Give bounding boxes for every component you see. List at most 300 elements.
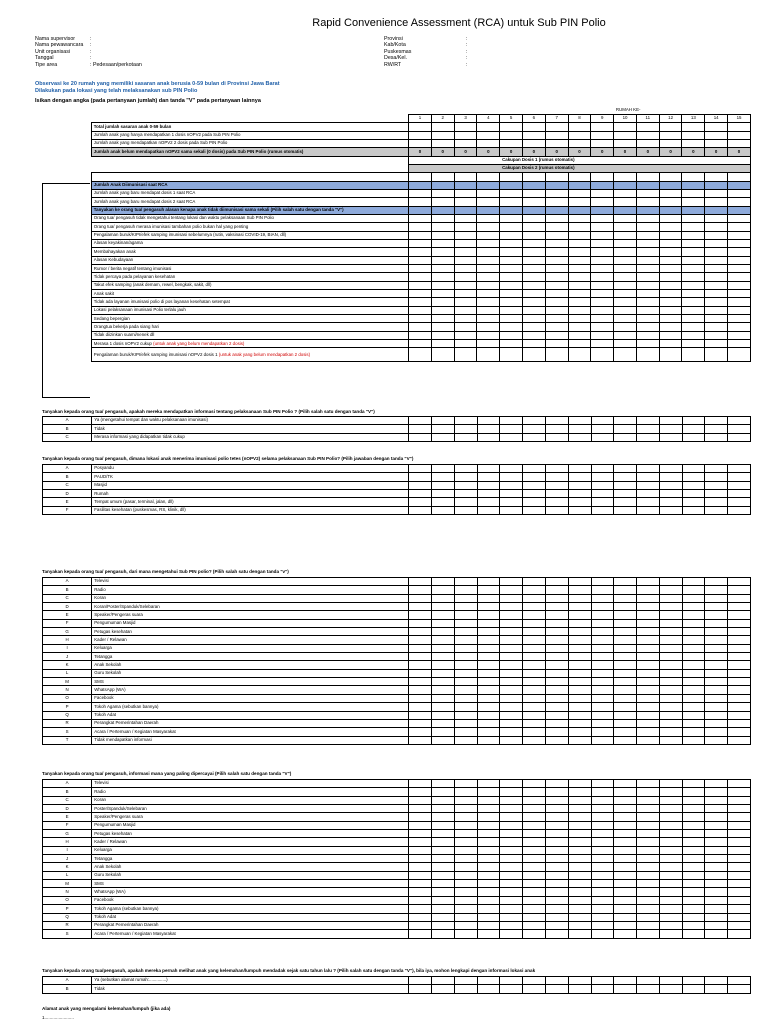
answer-cell[interactable]	[659, 930, 682, 938]
answer-cell[interactable]	[682, 181, 705, 189]
answer-cell[interactable]	[636, 273, 659, 281]
answer-cell[interactable]	[682, 189, 705, 197]
answer-cell[interactable]	[500, 888, 523, 896]
answer-cell[interactable]	[477, 711, 500, 719]
answer-cell[interactable]	[705, 306, 728, 314]
answer-cell[interactable]	[523, 728, 546, 736]
answer-cell[interactable]	[477, 256, 500, 264]
answer-cell[interactable]	[636, 214, 659, 222]
answer-cell[interactable]	[431, 198, 454, 206]
answer-cell[interactable]	[409, 913, 432, 921]
answer-cell[interactable]	[454, 417, 477, 425]
answer-cell[interactable]	[409, 490, 432, 498]
answer-cell[interactable]	[728, 728, 751, 736]
answer-cell[interactable]	[500, 653, 523, 661]
answer-cell[interactable]	[409, 780, 432, 788]
answer-cell[interactable]	[409, 703, 432, 711]
answer-cell[interactable]	[500, 855, 523, 863]
answer-cell[interactable]	[431, 223, 454, 231]
answer-cell[interactable]	[705, 871, 728, 879]
answer-cell[interactable]	[659, 653, 682, 661]
answer-cell[interactable]	[500, 736, 523, 744]
answer-cell[interactable]	[682, 686, 705, 694]
answer-cell[interactable]	[454, 719, 477, 727]
answer-cell[interactable]	[409, 644, 432, 652]
answer-cell[interactable]	[409, 896, 432, 904]
answer-cell[interactable]	[432, 913, 455, 921]
answer-cell[interactable]	[591, 921, 614, 929]
answer-cell[interactable]	[682, 206, 705, 214]
answer-cell[interactable]	[568, 603, 591, 611]
answer-cell[interactable]	[591, 711, 614, 719]
answer-cell[interactable]	[545, 728, 568, 736]
answer-cell[interactable]	[591, 223, 614, 231]
answer-cell[interactable]	[682, 719, 705, 727]
answer-cell[interactable]	[659, 586, 682, 594]
answer-cell[interactable]	[636, 298, 659, 306]
answer-cell[interactable]	[705, 719, 728, 727]
answer-cell[interactable]	[545, 846, 568, 854]
answer-cell[interactable]	[614, 619, 637, 627]
answer-cell[interactable]	[705, 331, 728, 339]
answer-cell[interactable]	[477, 139, 500, 147]
answer-cell[interactable]	[523, 830, 546, 838]
answer-cell[interactable]	[568, 231, 591, 239]
answer-cell[interactable]	[614, 173, 637, 181]
answer-cell[interactable]	[454, 298, 477, 306]
answer-cell[interactable]	[500, 131, 523, 139]
answer-cell[interactable]	[431, 240, 454, 248]
answer-cell[interactable]	[614, 896, 637, 904]
answer-cell[interactable]	[568, 644, 591, 652]
answer-cell[interactable]	[682, 788, 705, 796]
answer-cell[interactable]	[409, 736, 432, 744]
answer-cell[interactable]	[409, 506, 432, 514]
answer-cell[interactable]	[636, 323, 659, 331]
answer-cell[interactable]	[431, 123, 454, 131]
answer-cell[interactable]	[728, 306, 751, 314]
answer-cell[interactable]	[545, 805, 568, 813]
answer-cell[interactable]	[409, 788, 432, 796]
answer-cell[interactable]	[728, 796, 751, 804]
answer-cell[interactable]	[432, 728, 455, 736]
answer-cell[interactable]	[682, 821, 705, 829]
answer-cell[interactable]	[659, 805, 682, 813]
answer-cell[interactable]	[500, 181, 523, 189]
answer-cell[interactable]	[523, 256, 546, 264]
answer-cell[interactable]	[728, 248, 751, 256]
answer-cell[interactable]	[454, 323, 477, 331]
answer-cell[interactable]	[728, 465, 751, 473]
answer-cell[interactable]	[500, 340, 523, 348]
answer-cell[interactable]	[432, 703, 455, 711]
answer-cell[interactable]	[523, 586, 546, 594]
answer-cell[interactable]	[568, 805, 591, 813]
answer-cell[interactable]	[659, 830, 682, 838]
answer-cell[interactable]	[454, 619, 477, 627]
answer-cell[interactable]	[591, 611, 614, 619]
answer-cell[interactable]	[409, 173, 432, 181]
answer-cell[interactable]	[591, 985, 614, 993]
answer-cell[interactable]	[728, 678, 751, 686]
answer-cell[interactable]	[545, 331, 568, 339]
answer-cell[interactable]	[728, 788, 751, 796]
answer-cell[interactable]	[705, 921, 728, 929]
answer-cell[interactable]	[523, 871, 546, 879]
answer-cell[interactable]	[477, 913, 500, 921]
answer-cell[interactable]	[705, 223, 728, 231]
answer-cell[interactable]	[636, 181, 659, 189]
answer-cell[interactable]	[409, 619, 432, 627]
answer-cell[interactable]	[682, 281, 705, 289]
answer-cell[interactable]	[454, 653, 477, 661]
answer-cell[interactable]	[682, 340, 705, 348]
answer-cell[interactable]	[659, 123, 682, 131]
answer-cell[interactable]	[409, 473, 432, 481]
answer-cell[interactable]	[545, 603, 568, 611]
answer-cell[interactable]	[454, 340, 477, 348]
answer-cell[interactable]	[705, 977, 728, 985]
answer-cell[interactable]	[659, 678, 682, 686]
answer-cell[interactable]	[568, 977, 591, 985]
answer-cell[interactable]	[523, 644, 546, 652]
answer-cell[interactable]	[409, 281, 432, 289]
answer-cell[interactable]	[500, 711, 523, 719]
answer-cell[interactable]	[705, 578, 728, 586]
answer-cell[interactable]	[545, 578, 568, 586]
answer-cell[interactable]	[568, 821, 591, 829]
answer-cell[interactable]	[568, 788, 591, 796]
answer-cell[interactable]	[477, 788, 500, 796]
answer-cell[interactable]	[728, 315, 751, 323]
answer-cell[interactable]	[705, 821, 728, 829]
answer-cell[interactable]	[454, 256, 477, 264]
answer-cell[interactable]	[659, 846, 682, 854]
answer-cell[interactable]	[477, 189, 500, 197]
answer-cell[interactable]	[659, 248, 682, 256]
answer-cell[interactable]	[659, 896, 682, 904]
answer-cell[interactable]	[637, 780, 660, 788]
answer-cell[interactable]	[500, 214, 523, 222]
answer-cell[interactable]	[409, 240, 432, 248]
answer-cell[interactable]	[705, 805, 728, 813]
answer-cell[interactable]	[523, 465, 546, 473]
answer-cell[interactable]	[591, 728, 614, 736]
answer-cell[interactable]	[454, 880, 477, 888]
answer-cell[interactable]	[614, 594, 637, 602]
answer-cell[interactable]	[523, 653, 546, 661]
answer-cell[interactable]	[728, 686, 751, 694]
answer-cell[interactable]	[477, 506, 500, 514]
answer-cell[interactable]	[636, 131, 659, 139]
answer-cell[interactable]	[477, 473, 500, 481]
answer-cell[interactable]	[431, 214, 454, 222]
answer-cell[interactable]	[637, 736, 660, 744]
answer-cell[interactable]	[637, 498, 660, 506]
answer-cell[interactable]	[454, 189, 477, 197]
answer-cell[interactable]	[614, 198, 637, 206]
answer-cell[interactable]	[477, 653, 500, 661]
answer-cell[interactable]	[705, 348, 728, 362]
answer-cell[interactable]	[705, 736, 728, 744]
answer-cell[interactable]	[523, 855, 546, 863]
answer-cell[interactable]	[409, 248, 432, 256]
answer-cell[interactable]	[614, 880, 637, 888]
answer-cell[interactable]	[659, 636, 682, 644]
answer-cell[interactable]	[636, 256, 659, 264]
answer-cell[interactable]	[637, 578, 660, 586]
answer-cell[interactable]	[591, 796, 614, 804]
answer-cell[interactable]	[545, 871, 568, 879]
answer-cell[interactable]	[614, 813, 637, 821]
answer-cell[interactable]	[409, 417, 432, 425]
answer-cell[interactable]	[705, 265, 728, 273]
answer-cell[interactable]	[500, 669, 523, 677]
answer-cell[interactable]	[500, 780, 523, 788]
answer-cell[interactable]	[432, 578, 455, 586]
answer-cell[interactable]	[659, 273, 682, 281]
answer-cell[interactable]	[659, 921, 682, 929]
answer-cell[interactable]	[431, 290, 454, 298]
answer-cell[interactable]	[545, 880, 568, 888]
answer-cell[interactable]	[614, 628, 637, 636]
answer-cell[interactable]	[637, 481, 660, 489]
answer-cell[interactable]	[432, 871, 455, 879]
answer-cell[interactable]	[659, 694, 682, 702]
answer-cell[interactable]	[568, 173, 591, 181]
answer-cell[interactable]	[545, 473, 568, 481]
answer-cell[interactable]	[500, 231, 523, 239]
header-value[interactable]: :	[90, 42, 92, 49]
answer-cell[interactable]	[705, 290, 728, 298]
answer-cell[interactable]	[523, 425, 546, 433]
answer-cell[interactable]	[523, 417, 546, 425]
answer-cell[interactable]	[568, 578, 591, 586]
answer-cell[interactable]	[500, 281, 523, 289]
answer-cell[interactable]	[454, 433, 477, 441]
answer-cell[interactable]	[614, 985, 637, 993]
answer-cell[interactable]	[591, 838, 614, 846]
answer-cell[interactable]	[705, 830, 728, 838]
answer-cell[interactable]	[523, 181, 546, 189]
header-value[interactable]: :	[90, 48, 92, 55]
answer-cell[interactable]	[682, 240, 705, 248]
answer-cell[interactable]	[637, 930, 660, 938]
answer-cell[interactable]	[614, 433, 637, 441]
answer-cell[interactable]	[705, 728, 728, 736]
answer-cell[interactable]	[432, 719, 455, 727]
answer-cell[interactable]	[523, 905, 546, 913]
answer-cell[interactable]	[545, 888, 568, 896]
answer-cell[interactable]	[454, 678, 477, 686]
answer-cell[interactable]	[659, 855, 682, 863]
answer-cell[interactable]	[682, 603, 705, 611]
answer-cell[interactable]	[409, 977, 432, 985]
answer-cell[interactable]	[705, 611, 728, 619]
answer-cell[interactable]	[728, 498, 751, 506]
answer-cell[interactable]	[682, 780, 705, 788]
answer-cell[interactable]	[523, 930, 546, 938]
answer-cell[interactable]	[705, 139, 728, 147]
answer-cell[interactable]	[500, 290, 523, 298]
answer-cell[interactable]	[545, 131, 568, 139]
answer-cell[interactable]	[705, 636, 728, 644]
answer-cell[interactable]	[500, 498, 523, 506]
answer-cell[interactable]	[659, 214, 682, 222]
answer-cell[interactable]	[659, 481, 682, 489]
answer-cell[interactable]	[409, 198, 432, 206]
answer-cell[interactable]	[409, 628, 432, 636]
answer-cell[interactable]	[409, 711, 432, 719]
answer-cell[interactable]	[659, 490, 682, 498]
answer-cell[interactable]	[728, 181, 751, 189]
answer-cell[interactable]	[614, 323, 637, 331]
answer-cell[interactable]	[500, 306, 523, 314]
answer-cell[interactable]	[454, 736, 477, 744]
answer-cell[interactable]	[477, 586, 500, 594]
answer-cell[interactable]	[477, 290, 500, 298]
answer-cell[interactable]	[409, 611, 432, 619]
answer-cell[interactable]	[568, 490, 591, 498]
answer-cell[interactable]	[545, 913, 568, 921]
answer-cell[interactable]	[637, 977, 660, 985]
answer-cell[interactable]	[409, 985, 432, 993]
answer-cell[interactable]	[409, 223, 432, 231]
answer-cell[interactable]	[568, 661, 591, 669]
answer-cell[interactable]	[614, 214, 637, 222]
answer-cell[interactable]	[545, 686, 568, 694]
answer-cell[interactable]	[477, 669, 500, 677]
answer-cell[interactable]	[614, 281, 637, 289]
answer-cell[interactable]	[614, 846, 637, 854]
answer-cell[interactable]	[591, 703, 614, 711]
answer-cell[interactable]	[705, 930, 728, 938]
answer-cell[interactable]	[659, 231, 682, 239]
answer-cell[interactable]	[614, 240, 637, 248]
answer-cell[interactable]	[523, 231, 546, 239]
answer-cell[interactable]	[682, 331, 705, 339]
answer-cell[interactable]	[568, 473, 591, 481]
answer-cell[interactable]	[477, 433, 500, 441]
answer-cell[interactable]	[545, 930, 568, 938]
answer-cell[interactable]	[728, 985, 751, 993]
answer-cell[interactable]	[545, 669, 568, 677]
answer-cell[interactable]	[523, 985, 546, 993]
answer-cell[interactable]	[454, 223, 477, 231]
answer-cell[interactable]	[523, 265, 546, 273]
answer-cell[interactable]	[682, 256, 705, 264]
answer-cell[interactable]	[614, 181, 637, 189]
answer-cell[interactable]	[659, 985, 682, 993]
answer-cell[interactable]	[728, 206, 751, 214]
answer-cell[interactable]	[432, 669, 455, 677]
answer-cell[interactable]	[591, 139, 614, 147]
answer-cell[interactable]	[568, 628, 591, 636]
answer-cell[interactable]	[454, 214, 477, 222]
answer-cell[interactable]	[500, 628, 523, 636]
answer-cell[interactable]	[682, 473, 705, 481]
answer-cell[interactable]	[728, 323, 751, 331]
answer-cell[interactable]	[409, 719, 432, 727]
answer-cell[interactable]	[454, 871, 477, 879]
answer-cell[interactable]	[591, 653, 614, 661]
answer-cell[interactable]	[591, 821, 614, 829]
answer-cell[interactable]	[705, 603, 728, 611]
answer-cell[interactable]	[477, 871, 500, 879]
answer-cell[interactable]	[591, 473, 614, 481]
answer-cell[interactable]	[682, 465, 705, 473]
answer-cell[interactable]	[545, 796, 568, 804]
answer-cell[interactable]	[545, 433, 568, 441]
answer-cell[interactable]	[568, 315, 591, 323]
answer-cell[interactable]	[659, 578, 682, 586]
answer-cell[interactable]	[682, 913, 705, 921]
answer-cell[interactable]	[591, 240, 614, 248]
answer-cell[interactable]	[568, 139, 591, 147]
answer-cell[interactable]	[477, 123, 500, 131]
answer-cell[interactable]	[705, 206, 728, 214]
answer-cell[interactable]	[568, 846, 591, 854]
answer-cell[interactable]	[500, 481, 523, 489]
answer-cell[interactable]	[614, 189, 637, 197]
answer-cell[interactable]	[659, 417, 682, 425]
answer-cell[interactable]	[523, 678, 546, 686]
answer-cell[interactable]	[728, 921, 751, 929]
answer-cell[interactable]	[545, 506, 568, 514]
answer-cell[interactable]	[659, 888, 682, 896]
answer-cell[interactable]	[682, 298, 705, 306]
answer-cell[interactable]	[728, 298, 751, 306]
answer-cell[interactable]	[431, 315, 454, 323]
answer-cell[interactable]	[568, 686, 591, 694]
answer-cell[interactable]	[500, 433, 523, 441]
answer-cell[interactable]	[523, 498, 546, 506]
answer-cell[interactable]	[614, 921, 637, 929]
answer-cell[interactable]	[682, 703, 705, 711]
answer-cell[interactable]	[477, 930, 500, 938]
answer-cell[interactable]	[477, 578, 500, 586]
answer-cell[interactable]	[568, 290, 591, 298]
answer-cell[interactable]	[568, 830, 591, 838]
answer-cell[interactable]	[523, 846, 546, 854]
answer-cell[interactable]	[659, 780, 682, 788]
answer-cell[interactable]	[477, 728, 500, 736]
answer-cell[interactable]	[705, 256, 728, 264]
answer-cell[interactable]	[500, 644, 523, 652]
answer-cell[interactable]	[477, 206, 500, 214]
answer-cell[interactable]	[500, 256, 523, 264]
answer-cell[interactable]	[728, 780, 751, 788]
answer-cell[interactable]	[636, 340, 659, 348]
answer-cell[interactable]	[614, 636, 637, 644]
answer-cell[interactable]	[568, 636, 591, 644]
answer-cell[interactable]	[591, 123, 614, 131]
answer-cell[interactable]	[432, 880, 455, 888]
answer-cell[interactable]	[614, 273, 637, 281]
answer-cell[interactable]	[705, 846, 728, 854]
answer-cell[interactable]	[454, 473, 477, 481]
answer-cell[interactable]	[477, 417, 500, 425]
answer-cell[interactable]	[431, 331, 454, 339]
answer-cell[interactable]	[614, 465, 637, 473]
answer-cell[interactable]	[454, 139, 477, 147]
answer-cell[interactable]	[637, 985, 660, 993]
answer-cell[interactable]	[454, 694, 477, 702]
answer-cell[interactable]	[523, 214, 546, 222]
answer-cell[interactable]	[545, 315, 568, 323]
answer-cell[interactable]	[500, 173, 523, 181]
answer-cell[interactable]	[523, 686, 546, 694]
